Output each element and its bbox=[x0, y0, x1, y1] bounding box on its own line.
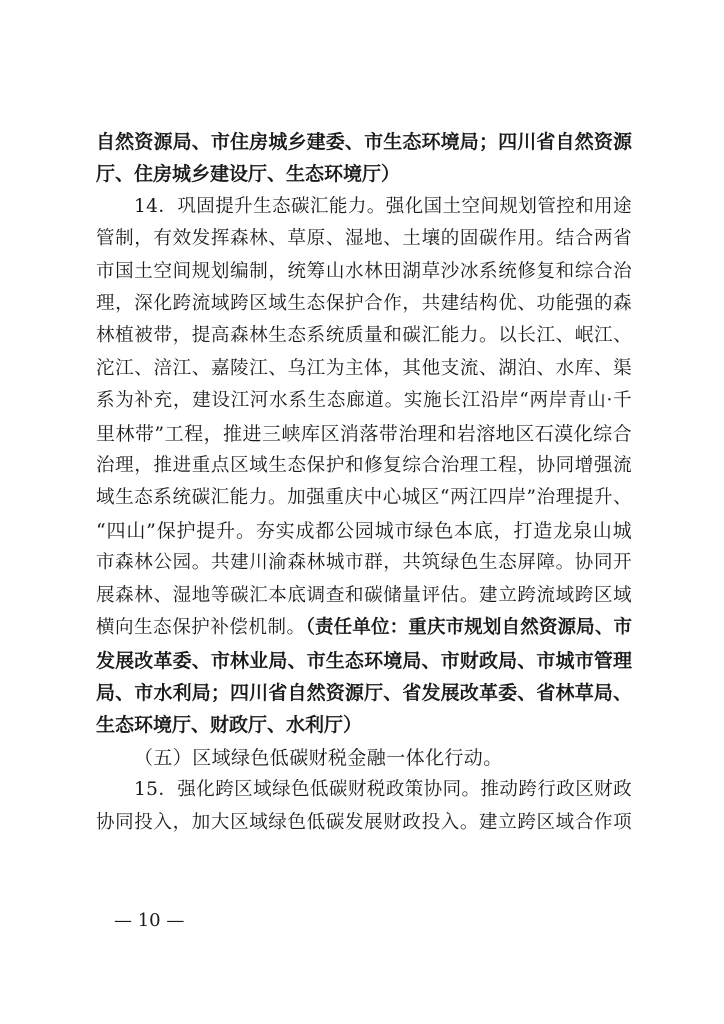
text-line-13: “四山”保护提升。夯实成都公园城市绿色本底，打造龙泉山城 bbox=[96, 519, 632, 542]
text-line-17: 发展改革委、市林业局、市生态环境局、市财政局、市城市管理 bbox=[96, 649, 632, 672]
text-line-6: 理，深化跨流域跨区域生态保护合作，共建结构优、功能强的森 bbox=[96, 293, 632, 315]
text-line-14: 市森林公园。共建川渝森林城市群，共筑绿色生态屏障。协同开 bbox=[96, 552, 632, 574]
text-line-12: 域生态系统碳汇能力。加强重庆中心城区“两江四岸”治理提升、 bbox=[96, 487, 632, 509]
page-number: — 10 — bbox=[114, 910, 185, 931]
text-line-19: 生态环境厅、财政厅、水利厅） bbox=[96, 714, 363, 737]
text-line-5: 市国土空间规划编制，统筹山水林田湖草沙冰系统修复和综合治 bbox=[96, 260, 632, 282]
text-line-18: 局、市水利局；四川省自然资源厅、省发展改革委、省林草局、 bbox=[96, 681, 632, 704]
text-line-9: 系为补充，建设江河水系生态廊道。实施长江沿岸“两岸青山·千 bbox=[96, 390, 632, 412]
text-line-21: 15．强化跨区域绿色低碳财税政策协同。推动跨行政区财政 bbox=[134, 779, 632, 801]
text-line-3: 14．巩固提升生态碳汇能力。强化国土空间规划管控和用途 bbox=[134, 195, 632, 217]
text-line-16 bbox=[96, 612, 632, 644]
text-line-8: 沱江、涪江、嘉陵江、乌江为主体，其他支流、湖泊、水库、渠 bbox=[96, 357, 632, 379]
text-line-10: 里林带”工程，推进三峡库区消落带治理和岩溶地区石漠化综合 bbox=[96, 422, 632, 445]
text-line-7: 林植被带，提高森林生态系统质量和碳汇能力。以长江、岷江、 bbox=[96, 325, 632, 347]
section-heading: （五）区域绿色低碳财税金融一体化行动。 bbox=[134, 746, 503, 769]
text-line-22: 协同投入，加大区域绿色低碳发展财政投入。建立跨区域合作项 bbox=[96, 811, 632, 833]
text-line-1: 自然资源局、市住房城乡建委、市生态环境局；四川省自然资源 bbox=[96, 131, 632, 153]
text-line-4: 管制，有效发挥森林、草原、湿地、土壤的固碳作用。结合两省 bbox=[96, 228, 632, 250]
text-line-16-regular: 横向生态保护补偿机制。 bbox=[96, 617, 306, 639]
text-line-16-bold: （责任单位：重庆市规划自然资源局、市 bbox=[305, 617, 632, 639]
body-text bbox=[96, 126, 632, 839]
text-line-11: 治理，推进重点区域生态保护和修复综合治理工程，协同增强流 bbox=[96, 455, 632, 477]
text-line-2: 厅、住房城乡建设厅、生态环境厅） bbox=[96, 163, 401, 186]
text-line-15: 展森林、湿地等碳汇本底调查和碳储量评估。建立跨流域跨区域 bbox=[96, 584, 632, 606]
